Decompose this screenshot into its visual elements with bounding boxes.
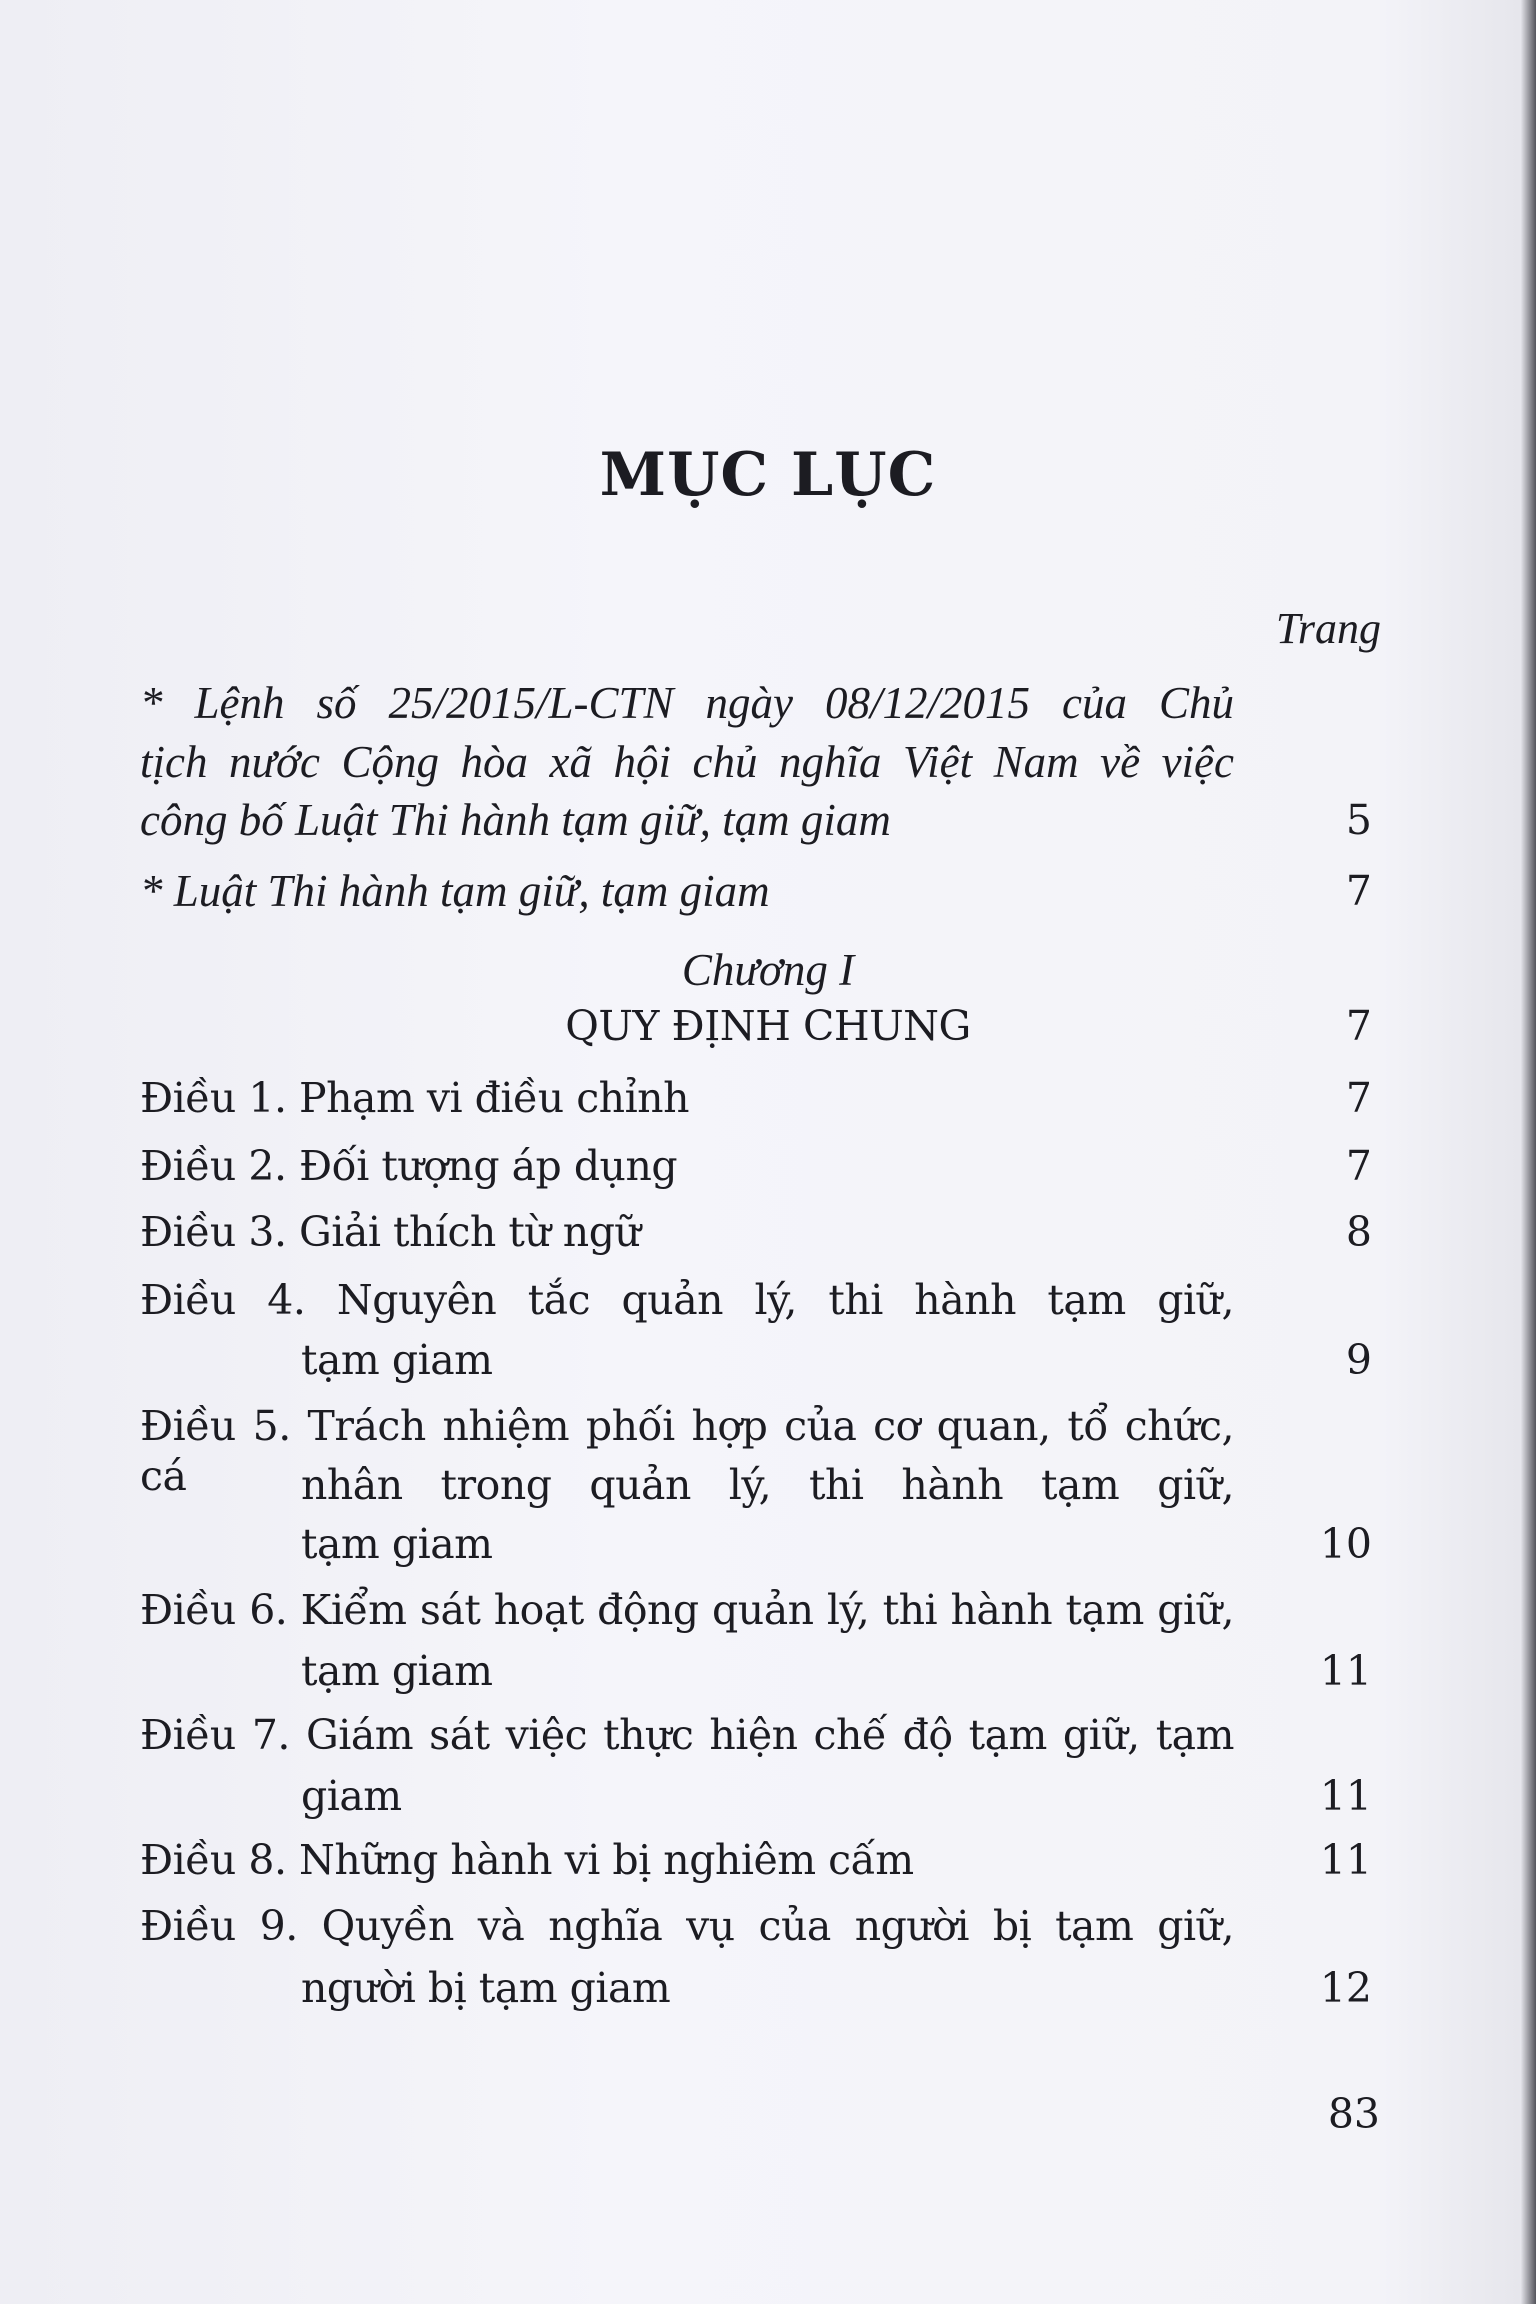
article-1: Điều 1. Phạm vi điều chỉnh [140, 1074, 689, 1122]
article-9-line-1: Điều 9. Quyền và nghĩa vụ của người bị tạm giữ, [140, 1902, 1234, 1950]
article-7-line-2: giam [301, 1772, 402, 1820]
preamble-1-line-1: * Lệnh số 25/2015/L-CTN ngày 08/12/2015 của Chủ [140, 678, 1234, 728]
article-6-line-1: Điều 6. Kiểm sát hoạt động quản lý, thi hành tạm giữ, [140, 1586, 1234, 1634]
article-4-line-2: tạm giam [301, 1336, 493, 1384]
article-2-page: 7 [1345, 1142, 1372, 1190]
preamble-1-line-3: công bố Luật Thi hành tạm giữ, tạm giam [140, 795, 891, 845]
article-3: Điều 3. Giải thích từ ngữ [140, 1208, 641, 1256]
article-5-page: 10 [1319, 1520, 1372, 1568]
article-9-line-2: người bị tạm giam [301, 1964, 671, 2012]
article-8-page: 11 [1319, 1836, 1372, 1884]
article-4-page: 9 [1345, 1336, 1372, 1384]
page-number: 83 [1327, 2090, 1380, 2138]
preamble-1-page: 5 [1345, 796, 1372, 844]
article-6-page: 11 [1319, 1647, 1372, 1695]
article-5-line-2: nhân trong quản lý, thi hành tạm giữ, [301, 1461, 1234, 1509]
toc-title: MỤC LỤC [599, 440, 937, 510]
article-5-line-3: tạm giam [301, 1520, 493, 1568]
article-7-line-1: Điều 7. Giám sát việc thực hiện chế độ tạm giữ, tạm [140, 1711, 1234, 1759]
chapter-page: 7 [1345, 1002, 1372, 1050]
article-9-page: 12 [1319, 1964, 1372, 2012]
page-column-label: Trang [1275, 604, 1381, 653]
preamble-1-line-2: tịch nước Cộng hòa xã hội chủ nghĩa Việt Nam về việc [140, 737, 1234, 787]
preamble-2-page: 7 [1345, 867, 1372, 915]
preamble-2-line-1: * Luật Thi hành tạm giữ, tạm giam [140, 866, 770, 916]
article-3-page: 8 [1345, 1208, 1372, 1256]
article-2: Điều 2. Đối tượng áp dụng [140, 1142, 678, 1190]
article-1-page: 7 [1345, 1074, 1372, 1122]
article-5-line-1: Điều 5. Trách nhiệm phối hợp của cơ quan, tổ chức, cá [140, 1402, 1234, 1500]
article-6-line-2: tạm giam [301, 1647, 493, 1695]
article-4-line-1: Điều 4. Nguyên tắc quản lý, thi hành tạm giữ, [140, 1276, 1234, 1324]
article-7-page: 11 [1319, 1772, 1372, 1820]
chapter-label: Chương I [681, 945, 855, 995]
article-8: Điều 8. Những hành vi bị nghiêm cấm [140, 1836, 914, 1884]
chapter-title: QUY ĐỊNH CHUNG [565, 1002, 971, 1050]
